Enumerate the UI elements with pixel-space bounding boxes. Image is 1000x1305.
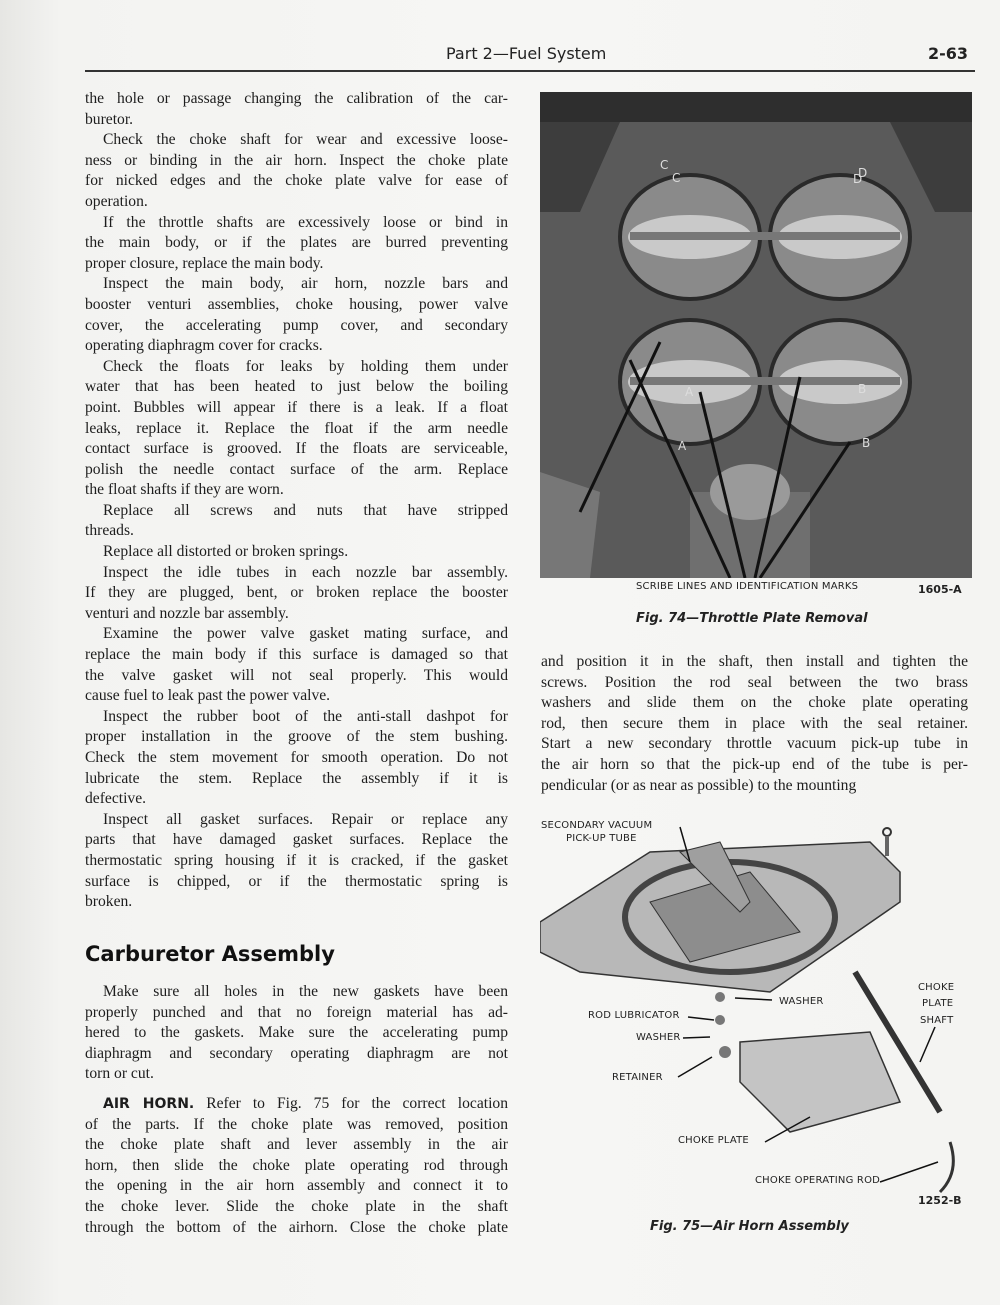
figure-75-caption: Fig. 75—Air Horn Assembly (650, 1219, 849, 1234)
text-line: leaks, replace it. Replace the float if the arm needle (85, 419, 508, 437)
label-retainer: RETAINER (612, 1072, 663, 1083)
carburetor-assembly-text (85, 982, 508, 1085)
text-line: contact surface is grooved. If the floats are serviceable, (85, 440, 508, 458)
text-line: water that has been heated to just below the boiling (85, 378, 508, 396)
header-rule (85, 70, 975, 72)
text-line: operating diaphragm cover for cracks. (85, 337, 323, 355)
text-line: thermostatic spring housing if it is cracked, if the gasket (85, 851, 508, 869)
text-line: pendicular (or as near as possible) to the mounting (541, 776, 857, 794)
text-line: surface is chipped, or if the thermostatic spring is (85, 872, 508, 890)
figure-74-code: 1605-A (918, 583, 962, 596)
label-secondary-vacuum: SECONDARY VACUUM (541, 820, 653, 831)
photo-mark-b: B (858, 382, 867, 396)
text-line: screws. Position the rod seal between the two brass (541, 673, 968, 691)
label-choke-plate-shaft: PLATE (922, 998, 954, 1009)
text-line: horn, then slide the choke plate operating rod through (85, 1156, 508, 1174)
text-fragment: Refer to Fig. 75 for the correct location (194, 1095, 508, 1112)
text-line: Inspect the idle tubes in each nozzle bar assembly. (103, 563, 508, 581)
photo-mark-c: C (660, 158, 669, 172)
figure-74-photo (540, 92, 972, 578)
text-line: of the parts. If the choke plate was removed, position (85, 1115, 508, 1133)
label-rod-lubricator: ROD LUBRICATOR (588, 1010, 680, 1021)
photo-mark-b: B (862, 436, 871, 450)
text-line: rod, then secure them in place with the seal retainer. (541, 714, 968, 732)
text-line: the main body, or if the plates are burred preventing (85, 234, 508, 252)
figure-74-callout: SCRIBE LINES AND IDENTIFICATION MARKS (636, 581, 859, 592)
text-line: broken. (85, 893, 133, 911)
text-line: Inspect the rubber boot of the anti-stall dashpot for (103, 707, 508, 725)
text-line: washers and slide them on the choke plate operating (541, 694, 968, 712)
label-washer-bottom: WASHER (636, 1032, 681, 1043)
text-line: replace the main body if this surface is damaged so that (85, 646, 508, 664)
text-line: the air horn so that the pick-up end of the tube is per- (541, 755, 968, 773)
text-line: Make sure all holes in the new gaskets have been (103, 983, 508, 1000)
text-line: Start a new secondary throttle vacuum pick-up tube in (541, 735, 968, 753)
text-line: buretor. (85, 110, 134, 128)
text-line: defective. (85, 790, 147, 808)
label-pick-up-tube: PICK-UP TUBE (566, 833, 637, 844)
text-line: proper closure, replace the main body. (85, 254, 324, 272)
text-line: ness or binding in the air horn. Inspect the choke plate (85, 151, 508, 169)
text-line: point. Bubbles will appear if there is a leak. If a float (85, 398, 508, 416)
label-choke-plate-shaft: SHAFT (920, 1015, 954, 1026)
text-line: lubricate the stem. Replace the assembly if it is (85, 769, 508, 787)
text-line: proper installation in the groove of the stem bushing. (85, 728, 508, 746)
text-line: cause fuel to leak past the power valve. (85, 687, 331, 705)
photo-mark-a: A (678, 439, 687, 453)
text-line: If the throttle shafts are excessively loose or bind in (103, 213, 508, 231)
text-line: the valve gasket will not seal properly. This would (85, 666, 508, 684)
right-column-text (541, 652, 968, 796)
text-line: properly punched and that no foreign material has ad- (85, 1003, 508, 1021)
text-line: diaphragm and secondary operating diaphragm are not (85, 1044, 508, 1062)
page-number: 2-63 (928, 44, 969, 63)
text-line: booster venturi assemblies, choke housing, power valve (85, 295, 508, 313)
text-line: and position it in the shaft, then install and tighten the (541, 653, 968, 670)
text-line: venturi and nozzle bar assembly. (85, 604, 289, 622)
section-heading: Carburetor Assembly (85, 942, 335, 966)
photo-mark-c: C (672, 171, 681, 185)
text-line (85, 1094, 508, 1115)
figure-75-code: 1252-B (918, 1194, 962, 1207)
label-choke-operating-rod: CHOKE OPERATING ROD (755, 1175, 881, 1186)
label-choke-plate: CHOKE PLATE (678, 1135, 749, 1146)
running-header: Part 2—Fuel System (446, 44, 607, 63)
text-line: torn or cut. (85, 1065, 154, 1083)
text-line: Replace all screws and nuts that have stripped (103, 501, 508, 519)
text-line: Replace all distorted or broken springs. (103, 543, 349, 561)
text-line: Check the choke shaft for wear and excessive loose- (103, 131, 508, 149)
photo-mark-a: A (685, 385, 694, 399)
text-line: Inspect the main body, air horn, nozzle bars and (103, 275, 508, 293)
text-line: If they are plugged, bent, or broken replace the booster (85, 584, 508, 602)
label-choke-plate-shaft: CHOKE (918, 982, 955, 993)
left-column-text (85, 89, 508, 913)
photo-mark-d: D (858, 166, 868, 180)
text-line: hered to the gaskets. Make sure the accelerating pump (85, 1024, 508, 1042)
figure-74-caption: Fig. 74—Throttle Plate Removal (636, 611, 868, 626)
text-line: Check the stem movement for smooth operation. Do not (85, 749, 508, 766)
text-line: the float shafts if they are worn. (85, 481, 284, 499)
text-line: operation. (85, 192, 148, 210)
text-line: cover, the accelerating pump cover, and secondary (85, 316, 508, 334)
air-horn-run-in: AIR HORN. (103, 1096, 195, 1112)
text-line: the opening in the air horn assembly and connect it to (85, 1177, 508, 1195)
text-line: the hole or passage changing the calibration of the car- (85, 90, 508, 107)
text-line: the choke plate shaft and lever assembly in the air (85, 1136, 508, 1154)
text-line: the choke lever. Slide the choke plate in the shaft (85, 1197, 508, 1215)
text-line: Inspect all gasket surfaces. Repair or replace any (103, 810, 508, 828)
label-washer-top: WASHER (779, 996, 824, 1007)
text-line: through the bottom of the airhorn. Close the choke plate (85, 1218, 508, 1236)
photo-mark-d: D (853, 172, 863, 186)
text-line: for nicked edges and the choke plate valve for ease of (85, 172, 508, 190)
text-line: parts that have damaged gasket surfaces. Replace the (85, 831, 508, 849)
text-line: threads. (85, 522, 134, 540)
text-line: Examine the power valve gasket mating surface, and (103, 625, 508, 643)
air-horn-paragraph (85, 1094, 508, 1238)
text-line: polish the needle contact surface of the arm. Replace (85, 460, 508, 478)
text-line: Check the floats for leaks by holding them under (103, 357, 508, 375)
